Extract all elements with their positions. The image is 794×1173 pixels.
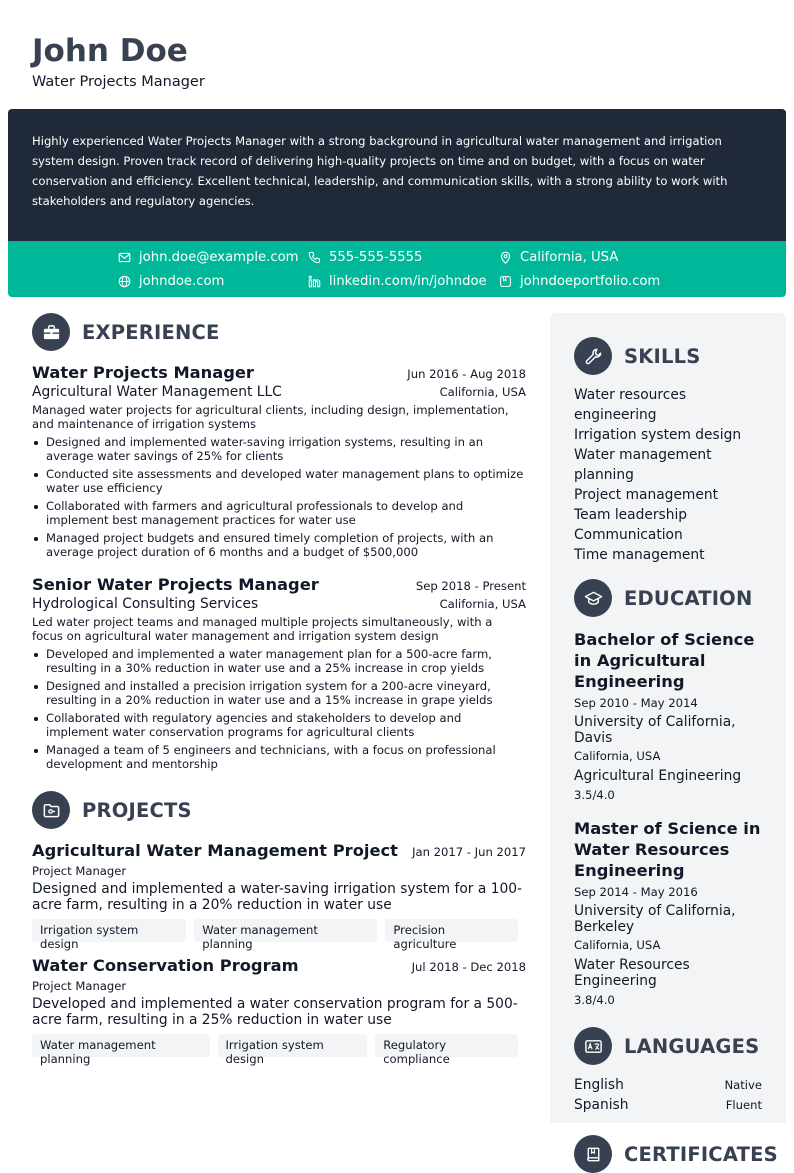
language-level: Native — [724, 1078, 762, 1092]
skills-section — [574, 337, 762, 565]
list-item: Developed and implemented a water management plan for a 500-acre farm, resulting in a 30% reduction in water use and a 25% increase in crop yields — [32, 647, 526, 675]
languages-section — [574, 1027, 762, 1115]
list-item: Conducted site assessments and developed water management plans to optimize water use efficiency — [32, 467, 526, 495]
project-entry — [32, 956, 526, 1066]
certificates-section — [574, 1135, 778, 1173]
degree-title: Master of Science in Water Resources Engineering — [574, 819, 761, 880]
contact-linkedin[interactable] — [308, 271, 487, 291]
project-dates: Jan 2017 - Jun 2017 — [412, 845, 526, 859]
email-text: john.doe@example.com — [139, 249, 299, 265]
school-location: California, USA — [574, 938, 661, 952]
education-section — [574, 579, 762, 1007]
certificates-section-header — [574, 1135, 778, 1173]
gpa: 3.5/4.0 — [574, 788, 615, 802]
job-location: California, USA — [439, 385, 526, 399]
field-of-study: Agricultural Engineering — [574, 768, 742, 784]
tag: Irrigation system design — [32, 919, 186, 942]
map-pin-icon — [499, 251, 512, 264]
languages-section-header — [574, 1027, 762, 1065]
list-item: Project management — [574, 487, 719, 503]
linkedin-icon — [308, 275, 321, 288]
project-role: Project Manager — [32, 864, 127, 878]
education-dates: Sep 2010 - May 2014 — [574, 696, 698, 710]
contact-phone[interactable] — [308, 247, 422, 267]
contact-bar — [8, 241, 786, 297]
field-of-study: Water Resources Engineering — [574, 957, 690, 989]
experience-section-header — [32, 313, 526, 351]
tag: Irrigation system design — [218, 1034, 368, 1057]
candidate-title: Water Projects Manager — [32, 74, 205, 90]
job-dates: Jun 2016 - Aug 2018 — [407, 367, 526, 381]
main-column — [32, 313, 526, 1066]
education-dates: Sep 2014 - May 2016 — [574, 885, 698, 899]
phone-text: 555-555-5555 — [329, 249, 423, 265]
website-text: johndoe.com — [139, 273, 225, 289]
job-company: Agricultural Water Management LLC — [32, 384, 282, 400]
contact-location — [499, 247, 618, 267]
gpa: 3.8/4.0 — [574, 993, 615, 1007]
list-item: Collaborated with farmers and agricultural professionals to develop and implement best management practices for water use — [32, 499, 526, 527]
summary-text: Highly experienced Water Projects Manager with a strong background in agricultural water management and irrigation system design. Proven track record of delivering high-quality projects on time and on budget, with a focus on water conservation and efficiency. Excellent technical, leadership, and communication skills, with a strong ability to work with stakeholders and regulatory agencies. — [32, 134, 728, 208]
list-item: Team leadership — [574, 507, 688, 523]
skills-heading: SKILLS — [624, 344, 701, 368]
list-item: Irrigation system design — [574, 427, 742, 443]
school-location: California, USA — [574, 749, 661, 763]
projects-heading: PROJECTS — [82, 798, 192, 822]
tag: Water management planning — [194, 919, 377, 942]
project-tags — [32, 919, 526, 951]
globe-icon — [118, 275, 131, 288]
project-role: Project Manager — [32, 979, 127, 993]
school-name: University of California, Davis — [574, 714, 736, 746]
graduation-cap-icon — [574, 579, 612, 617]
list-item: Managed a team of 5 engineers and technicians, with a focus on professional development and mentorship — [32, 743, 526, 771]
portfolio-text: johndoeportfolio.com — [520, 273, 661, 289]
job-dates: Sep 2018 - Present — [415, 579, 526, 593]
portfolio-icon — [499, 275, 512, 288]
job-bullets — [32, 647, 526, 771]
skills-list — [574, 385, 762, 565]
list-item: Collaborated with regulatory agencies and stakeholders to develop and implement water conservation programs for agricultural clients — [32, 711, 526, 739]
list-item — [574, 1095, 762, 1115]
project-entry — [32, 841, 526, 951]
education-entry — [574, 818, 762, 1007]
education-entry — [574, 629, 762, 802]
list-item: Water management planning — [574, 447, 712, 483]
project-dates: Jul 2018 - Dec 2018 — [411, 960, 526, 974]
list-item: Designed and installed a precision irrigation system for a 200-acre vineyard, resulting in a 20% reduction in water use and a 15% increase in grape yields — [32, 679, 526, 707]
briefcase-icon — [32, 313, 70, 351]
language-icon — [574, 1027, 612, 1065]
contact-email[interactable] — [118, 247, 299, 267]
languages-list — [574, 1075, 762, 1115]
project-title: Water Conservation Program — [32, 956, 299, 975]
job-title: Water Projects Manager — [32, 363, 254, 382]
job-location: California, USA — [439, 597, 526, 611]
skills-section-header — [574, 337, 762, 375]
experience-heading: EXPERIENCE — [82, 320, 220, 344]
education-section-header — [574, 579, 762, 617]
project-tags — [32, 1034, 526, 1066]
certificates-heading: CERTIFICATES — [624, 1142, 778, 1166]
job-bullets — [32, 435, 526, 559]
experience-entry — [32, 575, 526, 771]
projects-section-header — [32, 791, 526, 829]
language-name: Spanish — [574, 1097, 629, 1113]
languages-heading: LANGUAGES — [624, 1034, 760, 1058]
phone-icon — [308, 251, 321, 264]
contact-portfolio[interactable] — [499, 271, 660, 291]
resume-header — [32, 32, 205, 90]
project-description: Designed and implemented a water-saving irrigation system for a 100-acre farm, resulting in a 20% reduction in water use — [32, 881, 523, 913]
language-name: English — [574, 1077, 624, 1093]
language-level: Fluent — [725, 1098, 762, 1112]
mail-icon — [118, 251, 131, 264]
list-item: Communication — [574, 527, 683, 543]
list-item: Designed and implemented water-saving irrigation systems, resulting in an average water savings of 25% for clients — [32, 435, 526, 463]
summary-panel — [8, 109, 786, 242]
list-item: Managed project budgets and ensured timely completion of projects, with an average project duration of 6 months and a budget of $500,000 — [32, 531, 526, 559]
candidate-name: John Doe — [32, 33, 188, 69]
tag: Water management planning — [32, 1034, 210, 1057]
education-heading: EDUCATION — [624, 586, 753, 610]
book-icon — [574, 1135, 612, 1173]
experience-entry — [32, 363, 526, 559]
tag: Regulatory compliance — [375, 1034, 518, 1057]
degree-title: Bachelor of Science in Agricultural Engineering — [574, 630, 755, 691]
sidebar — [550, 313, 786, 1166]
project-title: Agricultural Water Management Project — [32, 841, 398, 860]
list-item — [574, 1075, 762, 1095]
school-name: University of California, Berkeley — [574, 903, 736, 935]
project-description: Developed and implemented a water conservation program for a 500-acre farm, resulting in a 25% reduction in water use — [32, 996, 518, 1028]
contact-website[interactable] — [118, 271, 224, 291]
location-text: California, USA — [520, 249, 619, 265]
list-item: Time management — [574, 547, 705, 563]
linkedin-text: linkedin.com/in/johndoe — [329, 273, 487, 289]
job-description: Managed water projects for agricultural clients, including design, implementation, and maintenance of irrigation systems — [32, 403, 509, 431]
wrench-icon — [574, 337, 612, 375]
folder-icon — [32, 791, 70, 829]
job-title: Senior Water Projects Manager — [32, 575, 319, 594]
job-company: Hydrological Consulting Services — [32, 596, 259, 612]
job-description: Led water project teams and managed multiple projects simultaneously, with a focus on agricultural water management and irrigation system design — [32, 615, 493, 643]
list-item: Water resources engineering — [574, 387, 687, 423]
tag: Precision agriculture — [385, 919, 518, 942]
